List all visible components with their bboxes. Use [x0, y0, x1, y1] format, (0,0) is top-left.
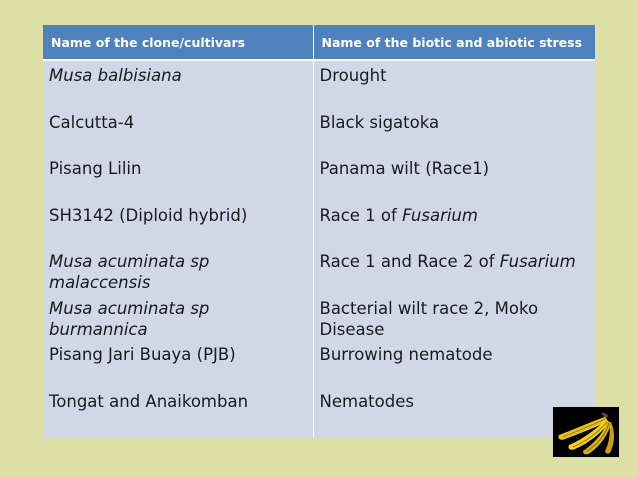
stress-item [320, 158, 596, 205]
stress-italic: Fusarium [402, 205, 478, 225]
stress-item [320, 298, 596, 345]
stress-italic: Fusarium [499, 252, 576, 271]
clone-item: Calcutta-4 [49, 112, 135, 132]
table-body-row [43, 60, 595, 437]
stress-text: Bacterial wilt race 2, Moko Disease [319, 298, 539, 339]
clone-item: Musa balbisiana [49, 66, 182, 85]
clone-item: SH3142 (Diploid hybrid) [49, 205, 248, 225]
stress-text: Burrowing nematode [319, 345, 493, 364]
clone-item: Tongat and Anaikomban [49, 391, 249, 411]
banana-bunch-icon [553, 407, 619, 457]
stress-item [320, 344, 596, 391]
stress-table [43, 25, 595, 437]
stress-item [320, 65, 596, 112]
stress-text: Race 1 and Race 2 of [319, 252, 500, 271]
stress-item [320, 112, 596, 159]
clone-column [43, 60, 313, 437]
stress-text: Race 1 of [319, 205, 403, 225]
clone-item: Pisang Jari Buaya (PJB) [49, 345, 236, 364]
table-header-row [43, 25, 595, 60]
header-stress: Name of the biotic and abiotic stress [313, 25, 595, 60]
stress-text: Nematodes [319, 391, 414, 411]
stress-text: Panama wilt (Race1) [319, 159, 490, 178]
clone-item: Musa acuminata sp malaccensis [49, 252, 210, 292]
header-clone: Name of the clone/cultivars [43, 25, 313, 60]
stress-text: Black sigatoka [319, 112, 440, 132]
stress-item [320, 251, 596, 298]
stress-text: Drought [319, 66, 387, 85]
banana-graphic [553, 407, 619, 457]
clone-item: Pisang Lilin [49, 159, 142, 178]
stress-column [313, 60, 595, 437]
stress-item [320, 205, 596, 252]
clone-item: Musa acuminata sp burmannica [49, 298, 210, 339]
